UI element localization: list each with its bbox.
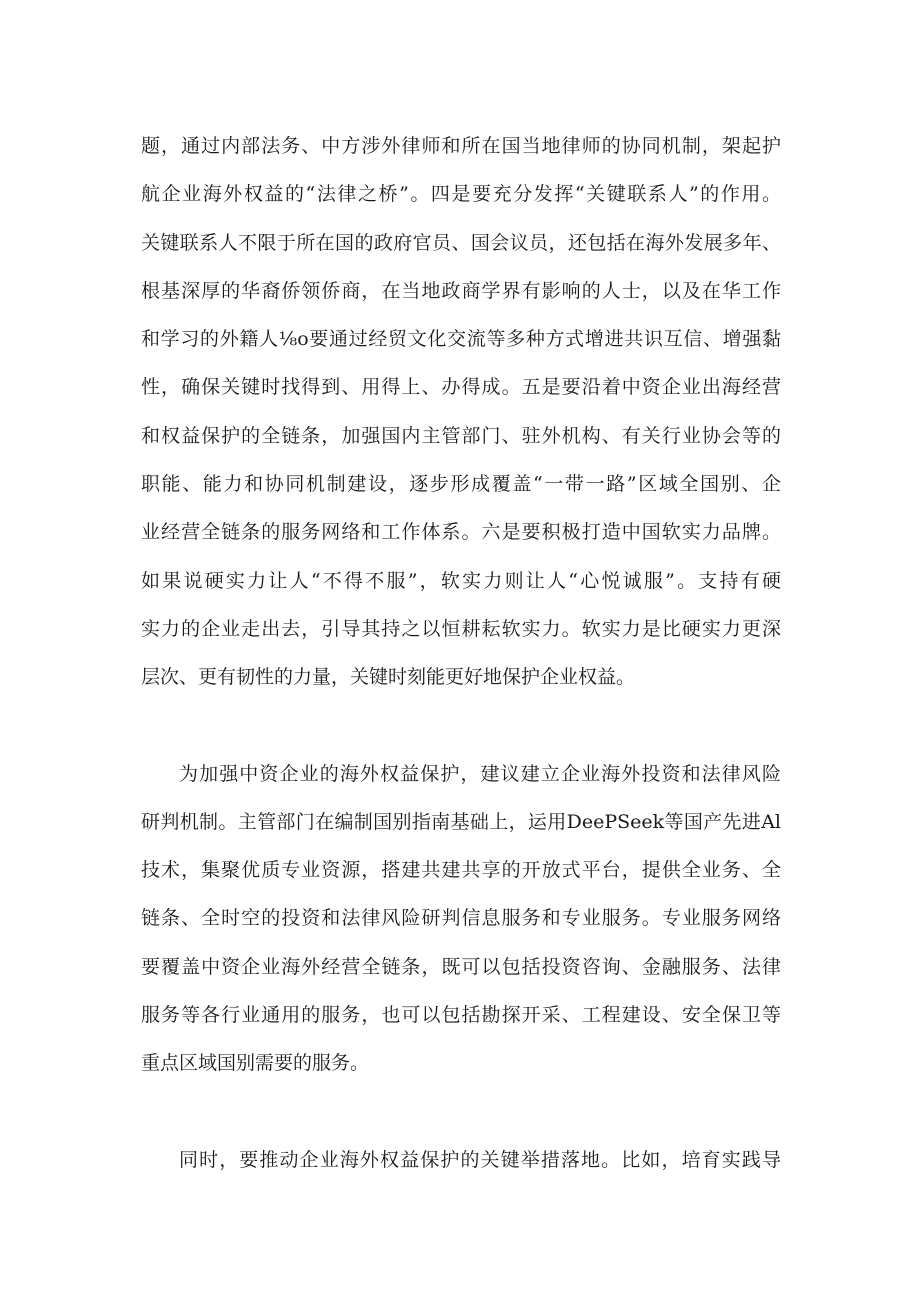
paragraph-line: 技术，集聚优质专业资源，搭建共建共享的开放式平台，提供全业务、全: [141, 859, 781, 882]
paragraph-2: [141, 750, 781, 1088]
paragraph-1: [141, 122, 781, 702]
paragraph-line: 为加强中资企业的海外权益保护，建议建立企业海外投资和法律风险: [179, 762, 781, 785]
paragraph-line: 研判机制。主管部门在编制国别指南基础上，运用DeePSeek等国产先进Al: [141, 810, 781, 833]
paragraph-line: 职能、能力和协同机制建设，逐步形成覆盖“一带一路”区域全国别、企: [141, 473, 781, 496]
paragraph-line: 关键联系人不限于所在国的政府官员、国会议员，还包括在海外发展多年、: [141, 231, 781, 254]
paragraph-line: 和权益保护的全链条，加强国内主管部门、驻外机构、有关行业协会等的: [141, 424, 781, 447]
paragraph-3: [141, 1136, 781, 1184]
paragraph-line: 层次、更有韧性的力量，关键时刻能更好地保护企业权益。: [141, 666, 636, 689]
paragraph-spacer: [141, 702, 781, 750]
paragraph-spacer: [141, 1088, 781, 1136]
paragraph-line: 根基深厚的华裔侨领侨商，在当地政商学界有影响的人士，以及在华工作: [141, 279, 781, 302]
paragraph-line: 和学习的外籍人⅛o要通过经贸文化交流等多种方式增进共识互信、增强黏: [141, 328, 781, 351]
paragraph-line: 业经营全链条的服务网络和工作体系。六是要积极打造中国软实力品牌。: [141, 521, 781, 544]
paragraph-line: 同时，要推动企业海外权益保护的关键举措落地。比如，培育实践导: [179, 1148, 781, 1171]
paragraph-line: 实力的企业走出去，引导其持之以恒耕耘软实力。软实力是比硬实力更深: [141, 617, 781, 640]
paragraph-line: 如果说硬实力让人“不得不服”，软实力则让人“心悦诚服”。支持有硬: [141, 569, 781, 592]
paragraph-line: 航企业海外权益的“法律之桥”。四是要充分发挥“关键联系人”的作用。: [141, 183, 781, 206]
paragraph-line: 题，通过内部法务、中方涉外律师和所在国当地律师的协同机制，架起护: [141, 135, 781, 157]
paragraph-line: 服务等各行业通用的服务，也可以包括勘探开采、工程建设、安全保卫等: [141, 1004, 781, 1027]
paragraph-line: 链条、全时空的投资和法律风险研判信息服务和专业服务。专业服务网络: [141, 907, 781, 930]
paragraph-line: 要覆盖中资企业海外经营全链条，既可以包括投资咨询、金融服务、法律: [141, 955, 781, 978]
document-body: [141, 122, 781, 1184]
paragraph-line: 性，确保关键时找得到、用得上、办得成。五是要沿着中资企业出海经营: [141, 376, 781, 399]
paragraph-line: 重点区域国别需要的服务。: [141, 1052, 370, 1075]
